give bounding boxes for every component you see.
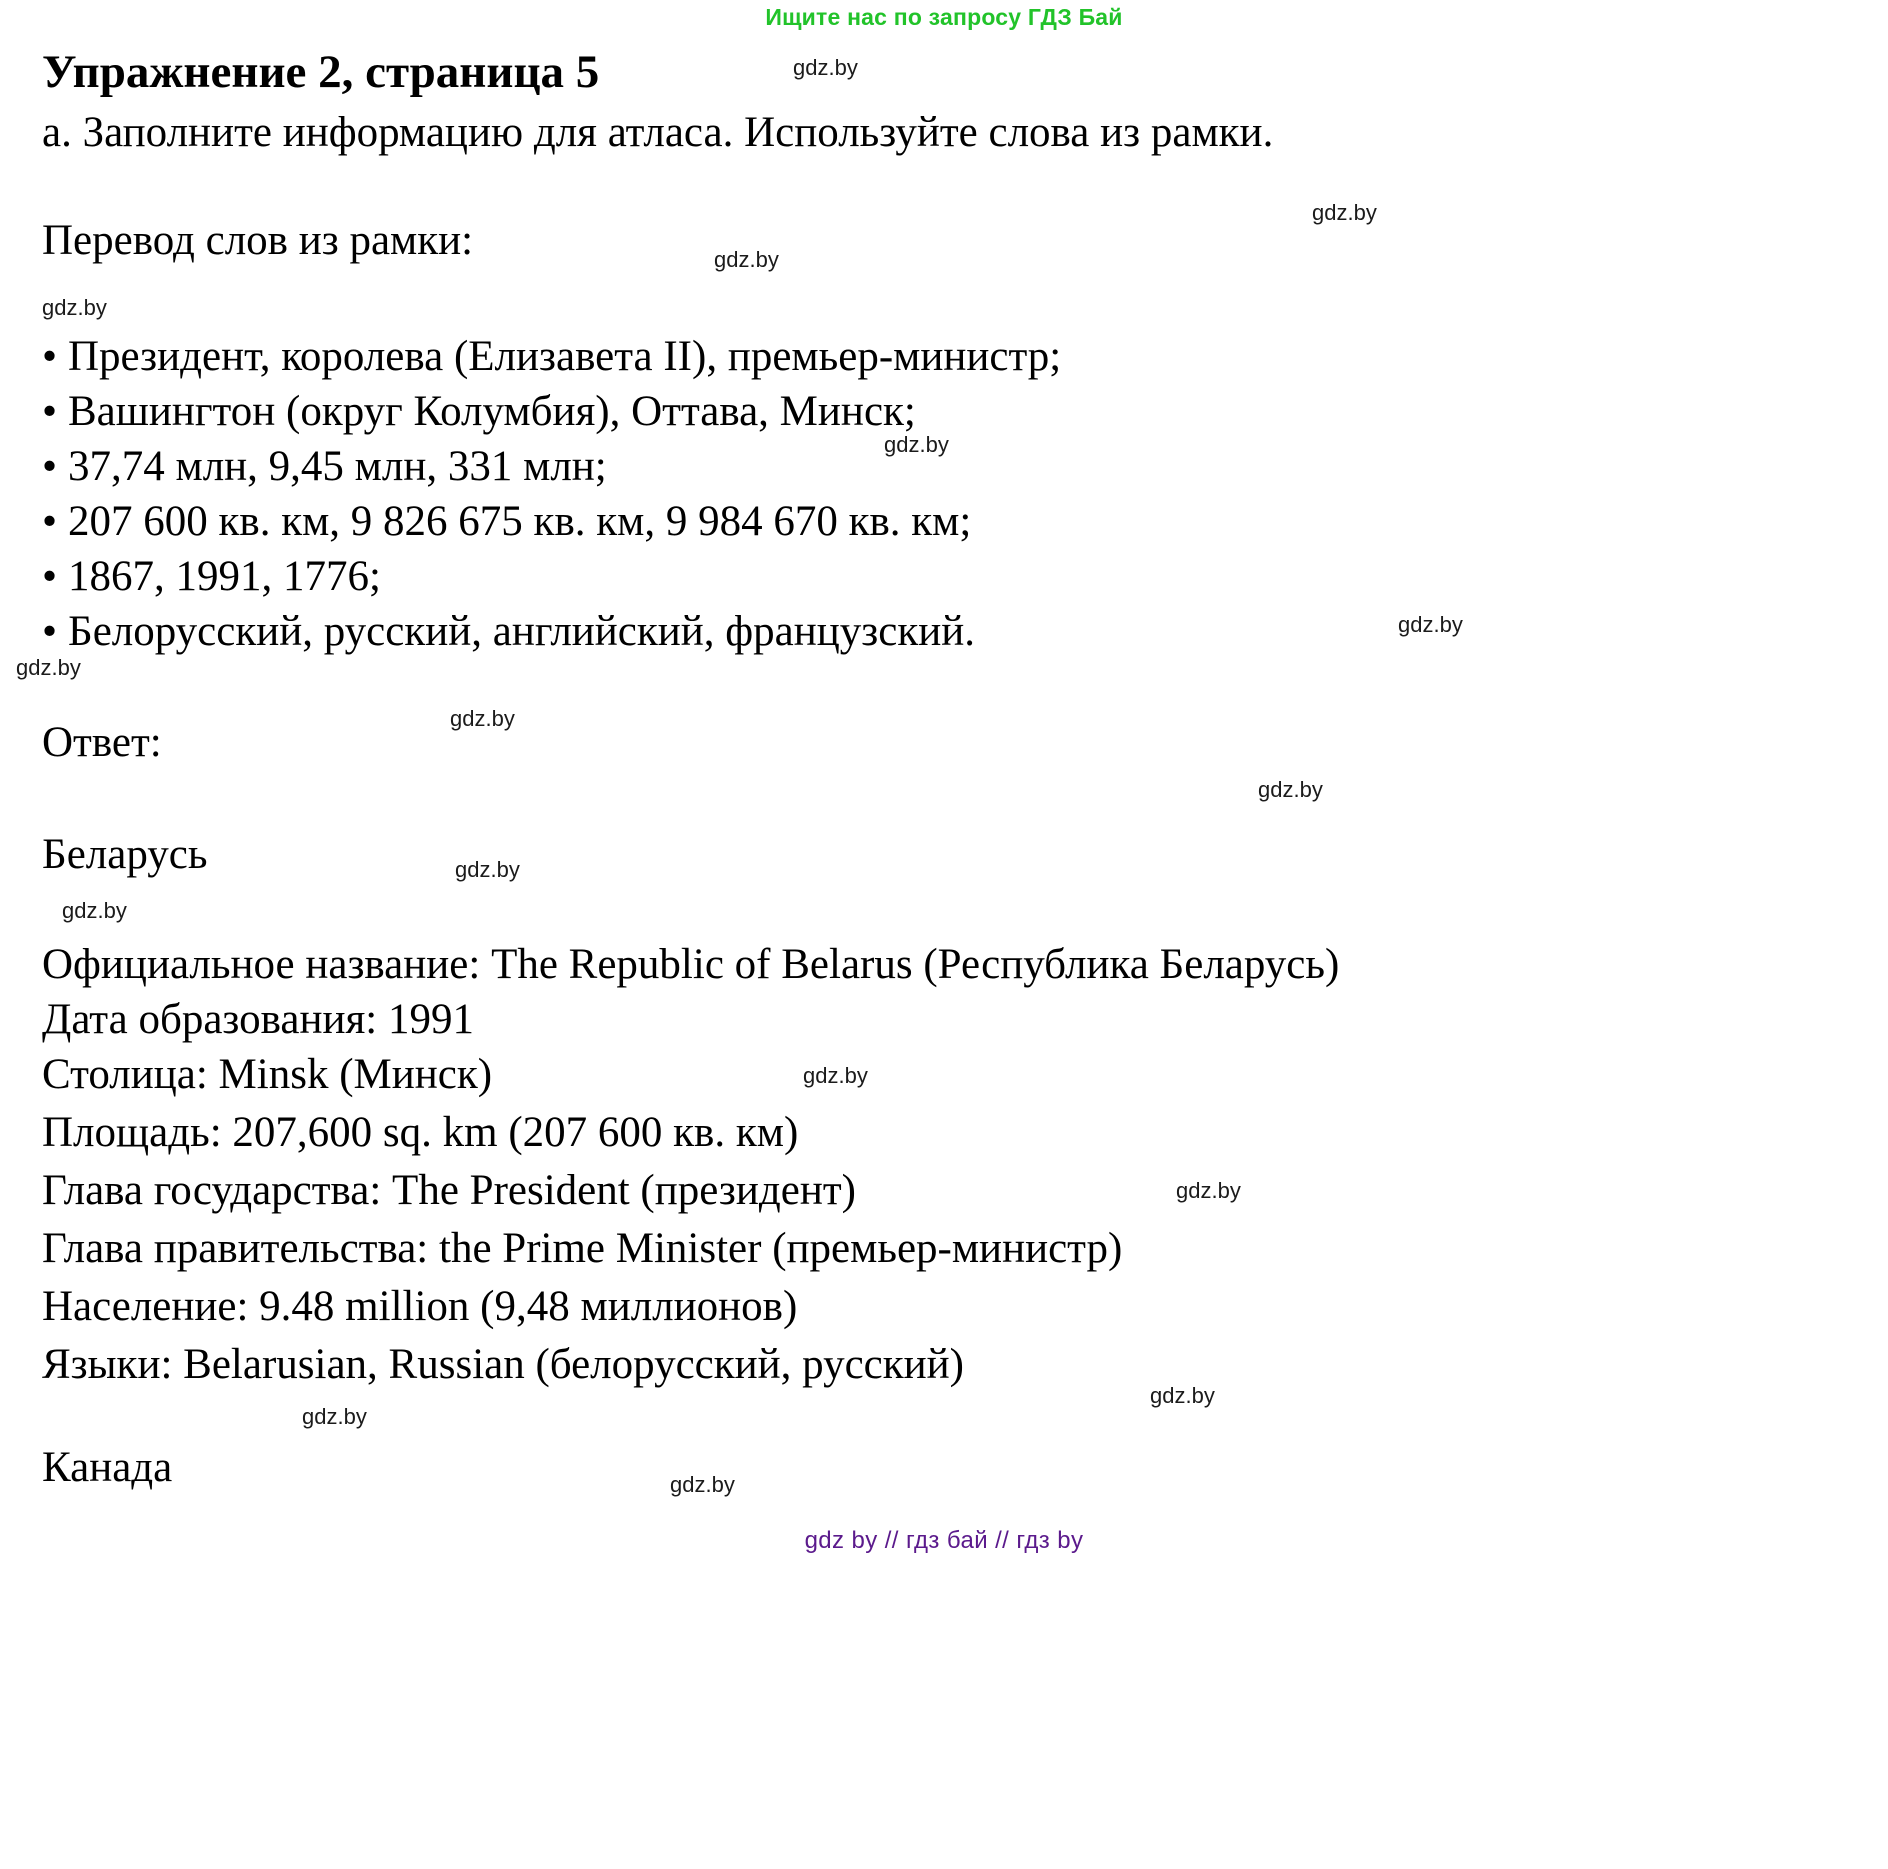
list-item [42, 552, 381, 601]
country-field: Население: 9.48 million (9,48 миллионов) [42, 1283, 798, 1330]
country-field: Официальное название: The Republic of Belarus (Республика Беларусь) [42, 941, 1340, 988]
promo-banner: Ищите нас по запросу ГДЗ Бай [765, 4, 1123, 30]
list-item [42, 442, 607, 491]
answer-label: Ответ: [42, 719, 162, 766]
watermark-gdz: gdz.by [62, 898, 127, 923]
watermark-gdz: gdz.by [16, 655, 81, 680]
country-field: Глава государства: The President (президент) [42, 1167, 856, 1214]
watermark-gdz: gdz.by [1176, 1178, 1241, 1203]
bullet-icon: • [42, 443, 58, 490]
watermark-gdz: gdz.by [1312, 200, 1377, 225]
bullet-icon: • [42, 553, 58, 600]
exercise-title: Упражнение 2, страница 5 [42, 46, 600, 98]
list-item-label: 207 600 кв. км, 9 826 675 кв. км, 9 984 670 кв. км; [68, 498, 972, 545]
watermark-gdz: gdz.by [302, 1404, 367, 1429]
watermark-gdz: gdz.by [1398, 612, 1463, 637]
watermark-gdz: gdz.by [670, 1472, 735, 1497]
list-item [42, 607, 975, 656]
watermark-gdz: gdz.by [803, 1063, 868, 1088]
bullet-icon: • [42, 608, 58, 655]
list-item-label: Президент, королева (Елизавета II), премьер-министр; [68, 333, 1062, 380]
list-item-label: 37,74 млн, 9,45 млн, 331 млн; [68, 443, 607, 490]
translation-heading: Перевод слов из рамки: [42, 217, 474, 264]
bullet-icon: • [42, 388, 58, 435]
list-item-label: Вашингтон (округ Колумбия), Оттава, Минск; [68, 388, 916, 435]
bullet-icon: • [42, 333, 58, 380]
task-instruction: a. Заполните информацию для атласа. Используйте слова из рамки. [42, 109, 1274, 156]
country-field: Дата образования: 1991 [42, 996, 474, 1043]
watermark-gdz: gdz.by [42, 295, 107, 320]
list-item-label: Белорусский, русский, английский, французский. [68, 608, 976, 655]
list-item-label: 1867, 1991, 1776; [68, 553, 381, 600]
country-heading-canada: Канада [42, 1444, 173, 1491]
footer-links[interactable]: gdz by // гдз бай // гдз by [804, 1527, 1084, 1554]
country-field: Языки: Belarusian, Russian (белорусский, русский) [42, 1341, 965, 1388]
country-field: Площадь: 207,600 sq. km (207 600 кв. км) [42, 1109, 799, 1156]
country-field: Глава правительства: the Prime Minister (премьер-министр) [42, 1225, 1123, 1272]
watermark-gdz: gdz.by [714, 247, 779, 272]
watermark-gdz: gdz.by [455, 857, 520, 882]
watermark-gdz: gdz.by [793, 55, 858, 80]
watermark-gdz: gdz.by [450, 706, 515, 731]
watermark-gdz: gdz.by [1150, 1383, 1215, 1408]
watermark-gdz: gdz.by [1258, 777, 1323, 802]
bullet-icon: • [42, 498, 58, 545]
country-field: Столица: Minsk (Минск) [42, 1051, 493, 1098]
list-item [42, 332, 1061, 381]
list-item [42, 497, 971, 546]
watermark-gdz: gdz.by [884, 432, 949, 457]
country-heading-belarus: Беларусь [42, 831, 208, 878]
list-item [42, 387, 916, 436]
